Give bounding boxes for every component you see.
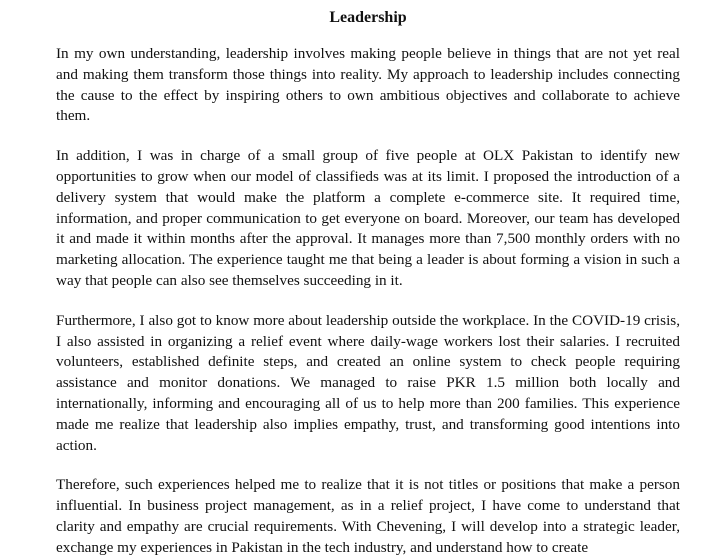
paragraph-covid-relief: Furthermore, I also got to know more about leadership outside the workplace. In the COVID-19 crisis, I also assisted in organizing a relief event where daily-wage workers lost their salaries. I recruited volunteers, established definite steps, and created an online system to check people requiring assistance and monitor donations. We managed to raise PKR 1.5 million both locally and internationally, informing and encouraging all of us to help more than 200 families. This experience made me realize that leadership also implies empathy, trust, and transforming good intentions into action.: [56, 311, 680, 454]
document-page: [56, 0, 680, 559]
paragraph-conclusion: Therefore, such experiences helped me to realize that it is not titles or positions that make a person influential. In business project management, as in a relief project, I have come to understand that clarity and empathy are crucial requirements. With Chevening, I will develop into a strategic leader, exchange my experiences in Pakistan in the tech industry, and understand how to create: [56, 476, 680, 556]
paragraph-definition: In my own understanding, leadership involves making people believe in things that are not yet real and making them transform those things into reality. My approach to leadership includes connecting the cause to the effect by inspiring others to own ambitious objectives and collaborate to achieve them.: [56, 45, 680, 125]
document-title: Leadership: [329, 9, 407, 26]
paragraph-olx-experience: In addition, I was in charge of a small group of five people at OLX Pakistan to identify new opportunities to grow when our model of classifieds was at its limit. I proposed the introduction of a delivery system that would make the platform a complete e-commerce site. It required time, information, and proper communication to get everyone on board. Moreover, our team has developed it and made it within months after the approval. It manages more than 7,500 monthly orders with no marketing allocation. The experience taught me that being a leader is about forming a vision in such a way that people can also see themselves succeeding in it.: [56, 147, 680, 289]
